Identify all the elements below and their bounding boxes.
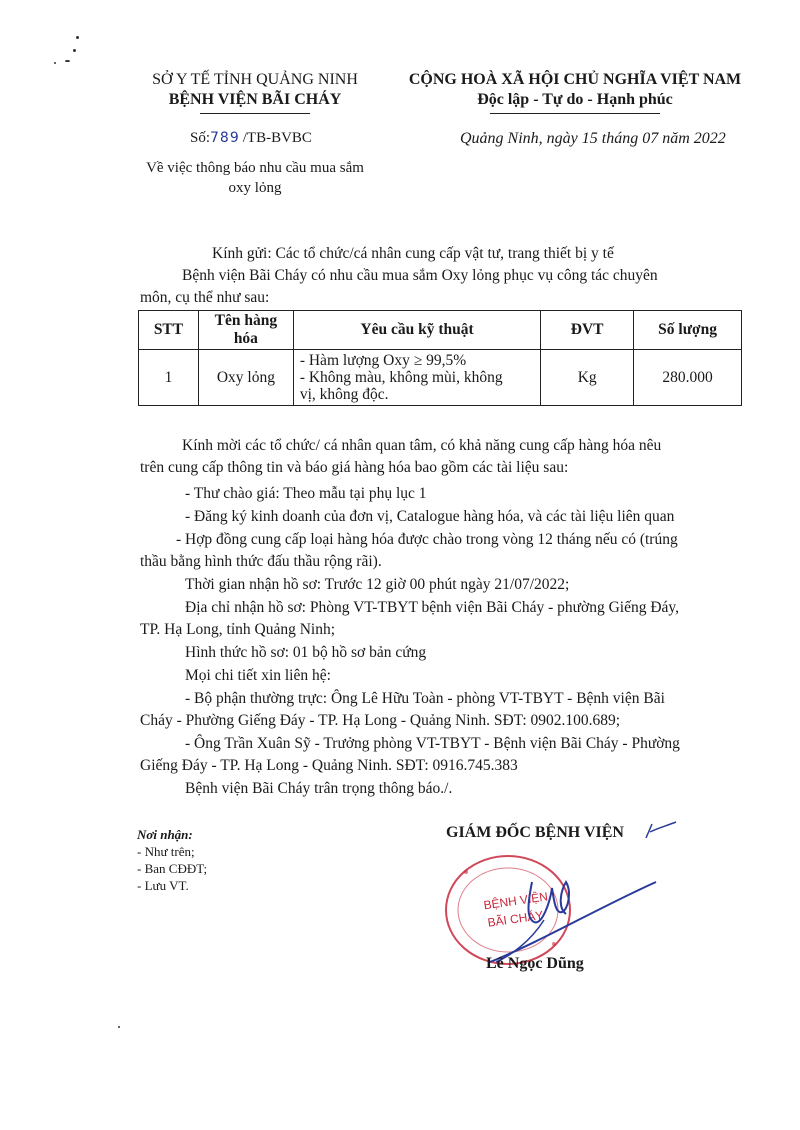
- recipients-block: [137, 826, 207, 894]
- table-row: [139, 350, 742, 406]
- column-header-quantity: Số lượng: [634, 311, 742, 350]
- subject-line-2: oxy lỏng: [228, 180, 282, 196]
- recipient-item: - Ban CĐĐT;: [137, 861, 208, 876]
- header-left: [120, 70, 390, 110]
- cell-tech-requirements: [293, 350, 540, 406]
- document-number-handwritten: 789: [210, 130, 240, 146]
- salutation: Kính gửi: Các tổ chức/cá nhân cung cấp vật tư, trang thiết bị y tế: [212, 245, 614, 262]
- cell-quantity: 280.000: [634, 350, 742, 406]
- stamp-text-line-1: BỆNH VIỆN: [482, 889, 549, 913]
- scan-speck: [76, 36, 79, 39]
- cell-stt: 1: [139, 350, 199, 406]
- column-header-tech-requirements: Yêu cầu kỹ thuật: [293, 311, 540, 350]
- recipients-title: Nơi nhận:: [137, 827, 193, 842]
- hospital-name: BỆNH VIỆN BÃI CHÁY: [168, 91, 342, 108]
- intro-line-1: Bệnh viện Bãi Cháy có nhu cầu mua sắm Oxy lỏng phục vụ công tác chuyên: [182, 267, 658, 284]
- signer-name: Lê Ngọc Dũng: [486, 955, 584, 972]
- subject-line-1: Về việc thông báo nhu cầu mua sắm: [146, 160, 364, 176]
- document-subject: [120, 158, 390, 198]
- body-line: - Đăng ký kinh doanh của đơn vị, Catalogue hàng hóa, và các tài liệu liên quan: [185, 508, 675, 525]
- stamp-text-line-2: BÃI CHÁY: [486, 908, 545, 930]
- issue-date: Quảng Ninh, ngày 15 tháng 07 năm 2022: [460, 130, 726, 147]
- national-motto: Độc lập - Tự do - Hạnh phúc: [477, 91, 673, 108]
- column-header-stt: STT: [139, 311, 199, 350]
- cell-item-name: Oxy lỏng: [198, 350, 293, 406]
- body-line: Thời gian nhận hồ sơ: Trước 12 giờ 00 phút ngày 21/07/2022;: [185, 576, 570, 593]
- body-line: Cháy - Phường Giếng Đáy - TP. Hạ Long - Quảng Ninh. SĐT: 0902.100.689;: [140, 712, 621, 729]
- cell-unit: Kg: [541, 350, 634, 406]
- department-name: SỞ Y TẾ TỈNH QUẢNG NINH: [152, 71, 358, 88]
- document-number: [190, 130, 312, 147]
- handwritten-signature: [470, 852, 670, 972]
- column-header-unit: ĐVT: [541, 311, 634, 350]
- body-line: Bệnh viện Bãi Cháy trân trọng thông báo./.: [185, 780, 453, 797]
- requirement-line: - Hàm lượng Oxy ≥ 99,5%: [299, 352, 467, 369]
- scan-speck: [54, 62, 56, 64]
- body-line: Giếng Đáy - TP. Hạ Long - Quảng Ninh. SĐT: 0916.745.383: [140, 757, 518, 774]
- body-line: thầu bằng hình thức đấu thầu rộng rãi).: [140, 553, 382, 570]
- body-line: TP. Hạ Long, tỉnh Quảng Ninh;: [140, 621, 336, 638]
- body-line: trên cung cấp thông tin và báo giá hàng hóa bao gồm các tài liệu sau:: [140, 459, 569, 476]
- body-line: - Bộ phận thường trực: Ông Lê Hữu Toàn - phòng VT-TBYT - Bệnh viện Bãi: [185, 690, 665, 707]
- body-line: Địa chỉ nhận hồ sơ: Phòng VT-TBYT bệnh viện Bãi Cháy - phường Giếng Đáy,: [185, 599, 680, 616]
- recipient-item: - Như trên;: [137, 844, 195, 859]
- requirement-line: vị, không độc.: [299, 386, 389, 403]
- header-left-underline: [200, 113, 310, 114]
- body-line: Kính mời các tổ chức/ cá nhân quan tâm, có khả năng cung cấp hàng hóa nêu: [182, 437, 662, 454]
- intro-line-2: môn, cụ thể như sau:: [140, 289, 270, 306]
- table-header-row: [139, 311, 742, 350]
- title-initial-mark: [640, 818, 680, 842]
- body-line: - Thư chào giá: Theo mẫu tại phụ lục 1: [185, 485, 427, 502]
- body-line: - Ông Trần Xuân Sỹ - Trưởng phòng VT-TBYT - Bệnh viện Bãi Cháy - Phường: [185, 735, 680, 752]
- body-line: Mọi chi tiết xin liên hệ:: [185, 667, 331, 684]
- body-line: - Hợp đồng cung cấp loại hàng hóa được chào trong vòng 12 tháng nếu có (trúng: [176, 531, 678, 548]
- scan-speck: [65, 60, 70, 62]
- country-name: CỘNG HOÀ XÃ HỘI CHỦ NGHĨA VIỆT NAM: [408, 71, 742, 88]
- requirement-line: - Không màu, không mùi, không: [299, 369, 503, 386]
- body-line: Hình thức hồ sơ: 01 bộ hồ sơ bản cứng: [185, 644, 427, 661]
- requirements-table: [138, 310, 742, 406]
- header-right: [390, 70, 760, 110]
- header-right-underline: [490, 113, 660, 114]
- column-header-item-name: Tên hàng hóa: [198, 311, 293, 350]
- document-number-suffix: /TB-BVBC: [242, 130, 312, 146]
- recipient-item: - Lưu VT.: [137, 878, 189, 893]
- scan-speck: [118, 1026, 120, 1028]
- document-number-prefix: Số:: [190, 130, 211, 146]
- signer-title: GIÁM ĐỐC BỆNH VIỆN: [446, 824, 624, 841]
- scan-speck: [73, 49, 76, 52]
